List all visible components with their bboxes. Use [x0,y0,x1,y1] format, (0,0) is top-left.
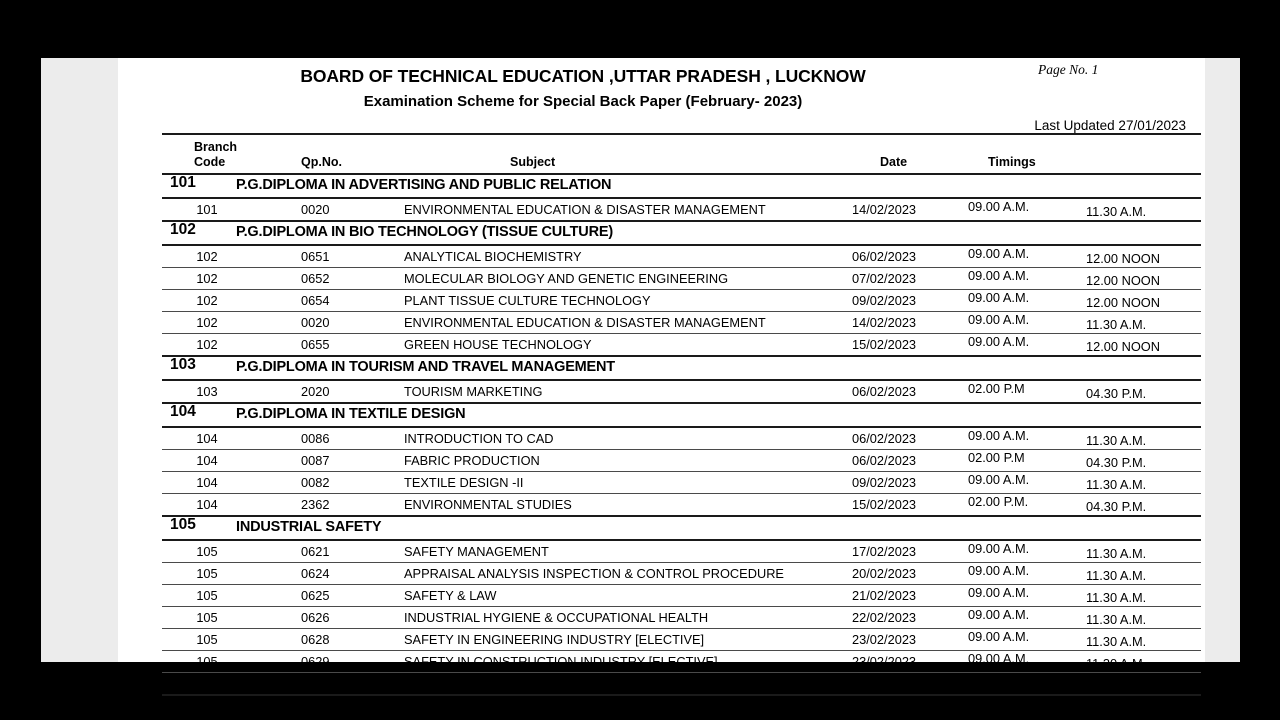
cell-branch-code: 105 [196,566,218,581]
cell-time-to: 12.00 NOON [1086,251,1160,266]
table-row[interactable] [162,563,1201,584]
cell-qp-no: 0020 [301,315,330,330]
cell-date: 06/02/2023 [852,431,917,446]
cell-branch-code: 103 [196,384,218,399]
cell-qp-no: 0020 [301,202,330,217]
branch-section-code: 101 [170,174,196,191]
cell-date: 07/02/2023 [852,271,917,286]
cell-time-from: 09.00 A.M. [968,246,1030,261]
cell-qp-no: 0624 [301,566,330,581]
cell-time-to: 11.30 A.M. [1086,634,1147,649]
cell-time-from: 02.00 P.M [968,450,1025,465]
cell-date: 09/02/2023 [852,293,917,308]
cell-subject: SAFETY MANAGEMENT [404,544,549,559]
cell-subject: INDUSTRIAL HYGIENE & OCCUPATIONAL HEALTH [404,610,709,625]
cell-time-to: 11.30 A.M. [1086,590,1147,605]
cell-time-to: 11.30 A.M. [1086,204,1147,219]
cell-date: 22/02/2023 [852,610,917,625]
cell-time-to: 04.30 P.M. [1086,499,1147,514]
cell-time-to: 11.30 A.M. [1086,546,1147,561]
table-row[interactable] [162,312,1201,333]
cell-qp-no: 0621 [301,544,330,559]
table-rule [162,694,1201,696]
last-updated-label: Last Updated 27/01/2023 [1034,118,1186,133]
cell-time-from: 09.00 A.M. [968,312,1030,327]
cell-branch-code: 104 [196,497,218,512]
table-row[interactable] [162,651,1201,672]
cell-time-to: 12.00 NOON [1086,295,1160,310]
cell-time-from: 09.00 A.M. [968,199,1030,214]
cell-branch-code: 105 [196,610,218,625]
cell-branch-code: 102 [196,315,218,330]
cell-qp-no: 0628 [301,632,330,647]
column-header-timings: Timings [988,155,1036,169]
page-subtitle: Examination Scheme for Special Back Paper (February- 2023) [363,93,803,110]
cell-time-to: 04.30 P.M. [1086,455,1147,470]
cell-time-to: 11.30 A.M. [1086,612,1147,627]
cell-time-from: 09.00 A.M. [968,541,1030,556]
cell-time-to: 11.30 A.M. [1086,477,1147,492]
cell-subject: GREEN HOUSE TECHNOLOGY [404,337,592,352]
cell-time-to: 11.30 A.M. [1086,317,1147,332]
branch-section-header [162,175,1201,197]
table-row[interactable] [162,607,1201,628]
cell-branch-code: 105 [196,676,218,691]
cell-date: 17/02/2023 [852,544,917,559]
cell-time-to: 12.00 NOON [1086,273,1160,288]
cell-subject: INTRODUCTION TO CAD [404,431,554,446]
cell-date: 23/02/2023 [852,632,917,647]
cell-date: 15/02/2023 [852,497,917,512]
column-header-date: Date [880,155,908,169]
branch-section-title: INDUSTRIAL SAFETY [236,519,382,535]
document-page [118,58,1205,693]
page-title: BOARD OF TECHNICAL EDUCATION ,UTTAR PRADESH , LUCKNOW [300,66,866,86]
cell-time-to: 11.30 A.M. [1086,433,1147,448]
cell-qp-no: 0626 [301,610,330,625]
cell-date: 23/02/2023 [852,676,917,691]
page-number-label: Page No. 1 [1038,62,1099,77]
cell-time-from: 09.00 A.M. [968,268,1030,283]
cell-date: 21/02/2023 [852,588,917,603]
cell-qp-no: 2362 [301,497,330,512]
cell-time-to: 11.30 A.M. [1086,678,1147,693]
branch-section-code: 102 [170,221,196,238]
cell-branch-code: 105 [196,544,218,559]
cell-branch-code: 102 [196,271,218,286]
cell-qp-no: 0652 [301,271,330,286]
table-row[interactable] [162,334,1201,355]
cell-date: 14/02/2023 [852,315,917,330]
table-row[interactable] [162,381,1201,402]
cell-branch-code: 102 [196,249,218,264]
table-row[interactable] [162,290,1201,311]
cell-date: 06/02/2023 [852,249,917,264]
column-header-branch-code: Branch [194,140,238,154]
cell-subject: TEXTILE DESIGN -II [404,475,524,490]
cell-subject: FABRIC PRODUCTION [404,453,540,468]
cell-subject: SAFETY IN CONSTRUCTION INDUSTRY [ELECTIVE] [404,654,718,669]
cell-qp-no: 0086 [301,431,330,446]
cell-time-from: 09.00 A.M. [968,428,1030,443]
cell-qp-no: 0654 [301,293,330,308]
table-header-row [162,135,1201,173]
branch-section-title: P.G.DIPLOMA IN BIO TECHNOLOGY (TISSUE CULTURE) [236,224,613,240]
column-header-branch-code: Code [194,155,226,169]
cell-branch-code: 104 [196,431,218,446]
cell-time-from: 02.00 P.M [968,381,1025,396]
branch-section-title: P.G.DIPLOMA IN TEXTILE DESIGN [236,406,466,422]
cell-subject: ANALYTICAL BIOCHEMISTRY [404,249,582,264]
cell-time-from: 09.00 A.M. [968,651,1030,666]
branch-section-header [162,517,1201,539]
cell-qp-no: 0655 [301,337,330,352]
cell-branch-code: 105 [196,632,218,647]
cell-branch-code: 104 [196,475,218,490]
cell-qp-no: 0651 [301,249,330,264]
column-header-qp-no: Qp.No. [301,155,342,169]
cell-date: 20/02/2023 [852,566,917,581]
cell-qp-no: 0087 [301,453,330,468]
table-row[interactable] [162,450,1201,471]
table-row[interactable] [162,541,1201,562]
cell-time-to: 11.30 A.M. [1086,656,1147,671]
cell-qp-no: 0082 [301,475,330,490]
table-row[interactable] [162,268,1201,289]
cell-time-to: 04.30 P.M. [1086,386,1147,401]
cell-qp-no: 2025 [301,676,330,691]
cell-date: 23/02/2023 [852,654,917,669]
branch-section-code: 103 [170,356,196,373]
cell-date: 09/02/2023 [852,475,917,490]
cell-time-from: 09.00 A.M. [968,629,1030,644]
branch-section-header [162,404,1201,426]
cell-time-from: 09.00 A.M. [968,472,1030,487]
cell-branch-code: 101 [196,202,218,217]
branch-section-code: 104 [170,403,196,420]
branch-section-title: P.G.DIPLOMA IN TOURISM AND TRAVEL MANAGEMENT [236,359,615,375]
column-header-subject: Subject [510,155,556,169]
cell-subject: ENVIRONMENTAL EDUCATION & DISASTER MANAGEMENT [404,315,766,330]
cell-time-from: 09.00 A.M. [968,673,1030,688]
cell-time-from: 02.00 P.M. [968,494,1029,509]
cell-branch-code: 105 [196,588,218,603]
cell-subject: PLANT TISSUE CULTURE TECHNOLOGY [404,293,651,308]
cell-time-from: 09.00 A.M. [968,563,1030,578]
cell-branch-code: 104 [196,453,218,468]
branch-section-code: 105 [170,516,196,533]
cell-time-from: 09.00 A.M. [968,334,1030,349]
cell-date: 06/02/2023 [852,384,917,399]
table-row[interactable] [162,428,1201,449]
cell-branch-code: 102 [196,337,218,352]
table-row[interactable] [162,472,1201,493]
cell-subject: APPRAISAL ANALYSIS INSPECTION & CONTROL PROCEDURE [404,566,784,581]
cell-subject: TOURISM MARKETING [404,384,543,399]
table-row[interactable] [162,585,1201,606]
cell-branch-code: 102 [196,293,218,308]
cell-date: 06/02/2023 [852,453,917,468]
cell-subject: SAFETY IN ENGINEERING INDUSTRY [ELECTIVE] [404,632,705,647]
table-row[interactable] [162,494,1201,515]
cell-subject: SAFETY & LAW [404,588,497,603]
cell-qp-no: 2020 [301,384,330,399]
table-row[interactable] [162,629,1201,650]
cell-time-from: 09.00 A.M. [968,585,1030,600]
table-row[interactable] [162,673,1201,694]
cell-branch-code: 105 [196,654,218,669]
cell-time-from: 09.00 A.M. [968,290,1030,305]
cell-subject: ENVIRONMENTAL EDUCATION & DISASTER MANAGEMENT [404,202,766,217]
cell-subject: FIRE,EXPLOSIN,TOXICITY & RISK ASSESSMENT [ELECTIVE] [404,676,771,691]
cell-date: 14/02/2023 [852,202,917,217]
branch-section-header [162,357,1201,379]
branch-section-title: P.G.DIPLOMA IN ADVERTISING AND PUBLIC RELATION [236,177,612,193]
table-row[interactable] [162,199,1201,220]
branch-section-header [162,222,1201,244]
cell-time-to: 11.30 A.M. [1086,568,1147,583]
cell-subject: ENVIRONMENTAL STUDIES [404,497,572,512]
cell-qp-no: 0625 [301,588,330,603]
table-row[interactable] [162,246,1201,267]
cell-time-to: 12.00 NOON [1086,339,1160,354]
cell-subject: MOLECULAR BIOLOGY AND GENETIC ENGINEERING [404,271,729,286]
cell-qp-no: 0629 [301,654,330,669]
cell-date: 15/02/2023 [852,337,917,352]
cell-time-from: 09.00 A.M. [968,607,1030,622]
